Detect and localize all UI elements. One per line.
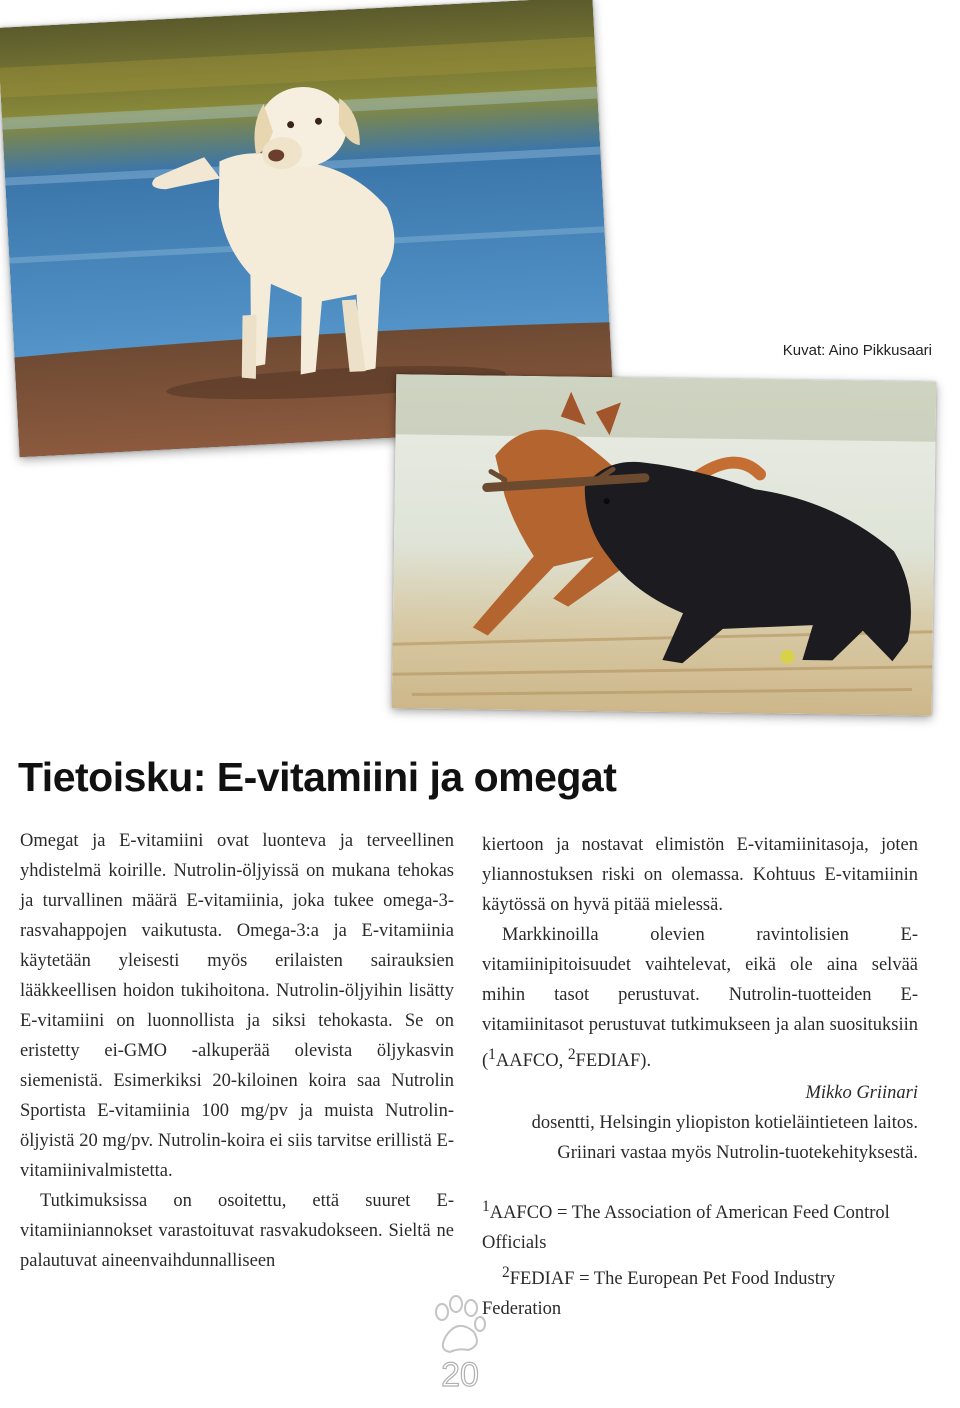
article-right-column <box>482 830 918 1324</box>
article-left-column <box>20 826 454 1276</box>
author-name: Mikko Griinari <box>805 1083 918 1104</box>
article-paragraph <box>482 920 918 1076</box>
reference-text: AAFCO, <box>495 1051 568 1072</box>
article-paragraph: kiertoon ja nostavat elimistön E-vitamiinitasoja, joten yliannostuksen riski on olemassa. Kohtuus E-vitamiinin käytössä on hyvä pitää mielessä. <box>482 835 918 915</box>
footnote-marker: 2 <box>502 1264 510 1282</box>
footnote <box>482 1192 918 1258</box>
article-paragraph: Tutkimuksissa on osoitettu, että suuret E-vitamiiniannokset varastoituvat rasvakudokseen. Sieltä ne palautuvat aineenvaihdunnalliseen <box>20 1191 454 1271</box>
dogs-illustration <box>392 374 937 716</box>
paw-print-icon <box>424 1292 494 1362</box>
photo-credit: Kuvat: Aino Pikkusaari <box>782 342 932 359</box>
paragraph-text: Markkinoilla olevien ravintolisien E-vitamiinipitoisuudet vaihtelevat, eikä ole aina selvää mihin tasot perustuvat. Nutrolin-tuotteiden E-vitamiinitasot perustuvat tutkimukseen ja alan suosituksiin ( <box>482 925 918 1072</box>
reference-sup: 1 <box>488 1046 496 1063</box>
article-paragraph: Omegat ja E-vitamiini ovat luonteva ja terveellinen yhdistelmä koirille. Nutrolin-öljyissä on mukana tehokas ja turvallinen määrä E-vitamiinia, joka tukee omega-3-rasvahappojen vaikutusta. Omega-3:a ja E-vitamiinia käytetään yleisesti myös erilaisten sairauksien lääkkeellisen hoidon tukihoitona. Nutrolin-öljyihin lisätty E-vitamiini on luonnollista ja siksi tehokasta. Se on eristetty ei-GMO -alkuperää olevista öljykasvin siemenistä. Esimerkiksi 20-kiloinen koira saa Nutrolin Sportista E-vitamiinia 100 mg/pv ja muista Nutrolin-öljyistä 20 mg/pv. Nutrolin-koira ei siis tarvitse erillistä E-vitamiinivalmistetta. <box>20 831 454 1181</box>
page-number: 20 <box>441 1356 479 1394</box>
author-description: dosentti, Helsingin yliopiston kotieläintieteen laitos. Griinari vastaa myös Nutrolin-tuotekehityksestä. <box>531 1113 918 1164</box>
footnote-marker: 1 <box>482 1198 490 1216</box>
footnote-text: FEDIAF = The European Pet Food Industry Federation <box>482 1269 836 1320</box>
reference-text: FEDIAF). <box>575 1051 652 1072</box>
footnote-text: AAFCO = The Association of American Feed Control Officials <box>482 1203 890 1254</box>
reference-sup: 2 <box>567 1046 576 1063</box>
photo-dogs-with-stick <box>392 374 937 716</box>
article-headline: Tietoisku: E-vitamiini ja omegat <box>18 754 617 800</box>
footnote <box>482 1258 918 1324</box>
